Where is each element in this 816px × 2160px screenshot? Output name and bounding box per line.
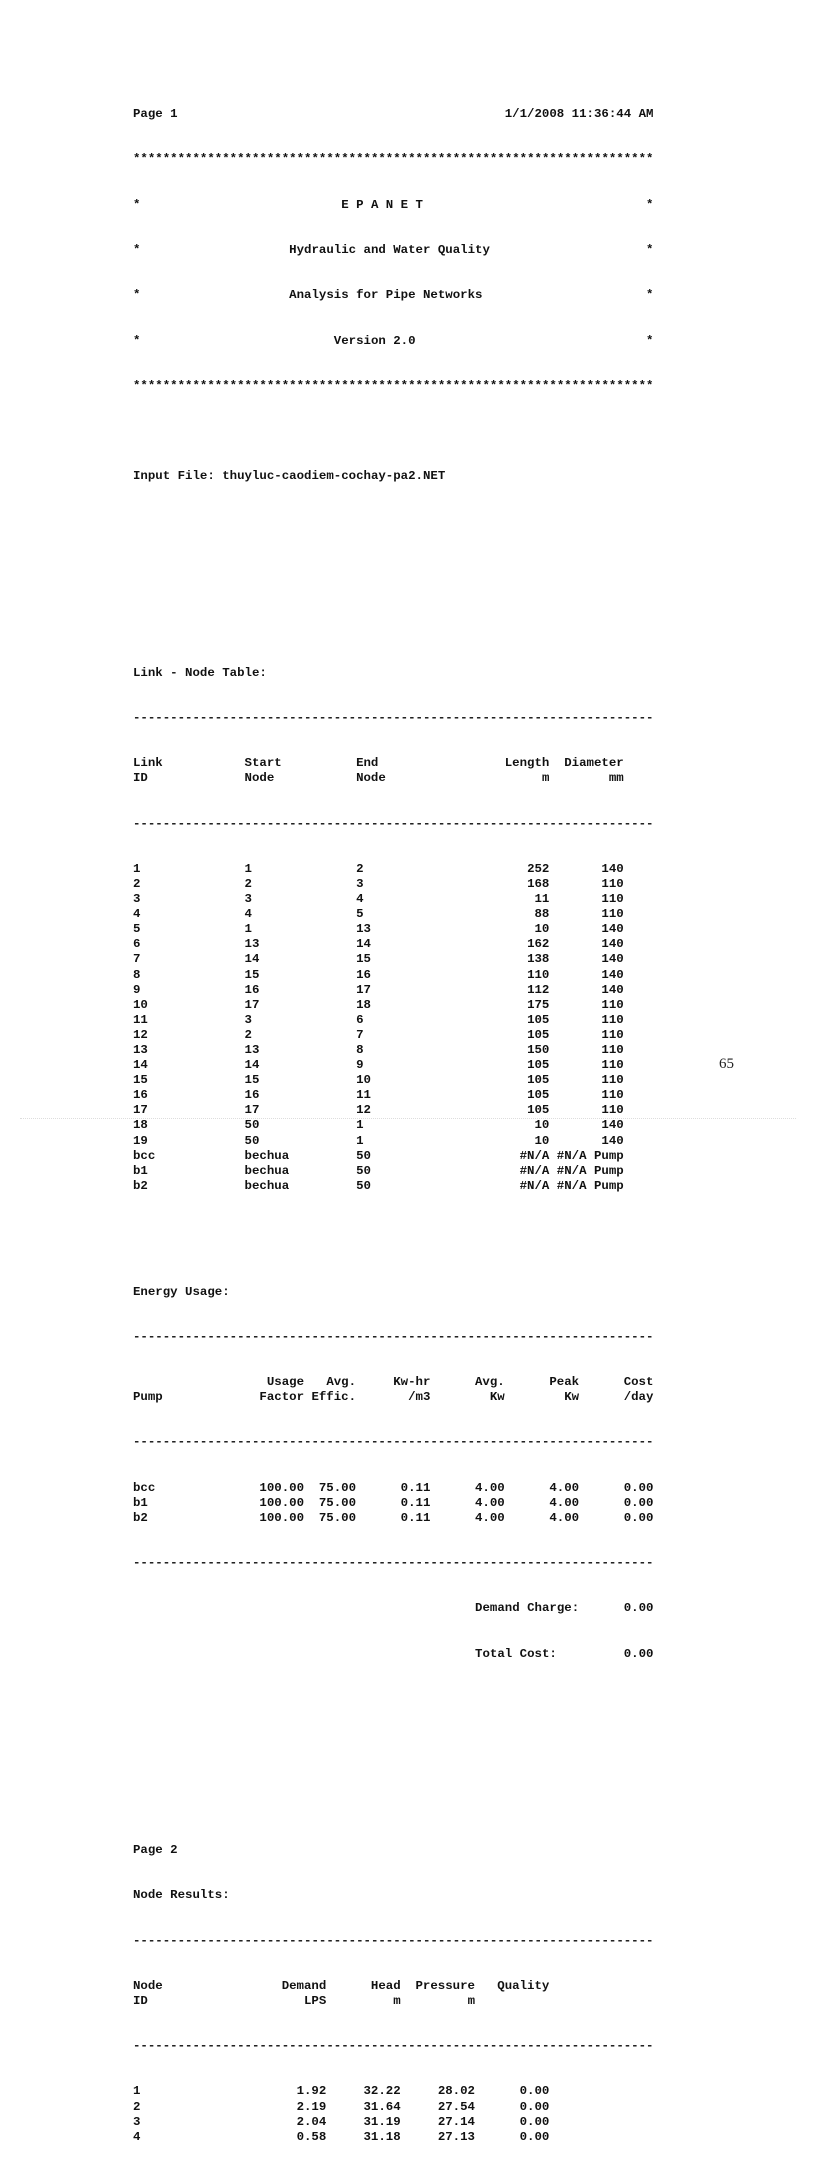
node-table-row-cell: 31.18 (363, 2129, 401, 2144)
energy-table-header-cell: /m3 (408, 1390, 431, 1405)
link-table-row-cell: 105 (527, 1058, 550, 1073)
link-table-row-cell: 16 (244, 982, 260, 997)
node-table-row-cell: 31.64 (363, 2099, 401, 2114)
link-table-row-cell: 140 (601, 982, 624, 997)
node-table-row-cell: 0.00 (519, 2084, 550, 2099)
link-table-row-cell: 110 (601, 1058, 624, 1073)
link-table-row-cell: #N/A (519, 1178, 550, 1193)
link-table-row-cell: 110 (601, 1043, 624, 1057)
total-cost-row (133, 1647, 654, 1662)
link-table-row (133, 1043, 654, 1058)
link-table-row-cell: 17 (244, 1103, 260, 1118)
link-table-row-cell: 110 (601, 907, 624, 922)
link-table-row-cell: 9 (133, 982, 141, 997)
energy-table-header-cell: Pump (133, 1390, 163, 1405)
link-table-row-cell: 13 (244, 937, 260, 952)
banner-subtitle-1: * Hydraulic and Water Quality * (133, 243, 654, 258)
link-table-row-cell: 50 (356, 1148, 371, 1163)
link-table-row-cell: 15 (133, 1073, 148, 1088)
link-table-row-cell: b2 (133, 1178, 148, 1193)
link-table-row-cell: 15 (244, 967, 260, 982)
link-table-header-cell: Length (504, 756, 550, 771)
link-table-row (133, 892, 654, 907)
link-table-row-cell: 50 (244, 1118, 260, 1133)
link-table-row-cell: 11 (133, 1012, 148, 1027)
demand-charge-label: Demand Charge: (475, 1601, 580, 1616)
link-table-row-cell: 50 (244, 1133, 260, 1148)
link-table-row-cell: 18 (133, 1118, 148, 1133)
link-table-row-cell: bechua (244, 1163, 290, 1178)
energy-table-header (133, 1375, 654, 1390)
page-2-label: Page 2 (133, 1842, 178, 1857)
link-table-row (133, 937, 654, 952)
link-table-row-cell: 50 (356, 1178, 371, 1193)
link-table-row-cell: 5 (133, 922, 141, 937)
link-table-row-cell: 13 (133, 1043, 148, 1057)
link-table-row-cell: 6 (356, 1012, 364, 1027)
link-table-row-cell: 110 (527, 967, 550, 982)
link-table-row-cell: 16 (244, 1088, 260, 1103)
link-table-row-cell: 2 (244, 876, 252, 891)
report-datetime: 1/1/2008 11:36:44 AM (504, 107, 654, 122)
node-table-header-cell: Head (370, 1978, 401, 1993)
link-table-row-cell: 10 (534, 1133, 550, 1148)
link-table-row-cell: 10 (534, 1118, 550, 1133)
rule: ---------------------------------------------------------------------- (133, 1329, 654, 1344)
link-table-row-cell: 150 (527, 1043, 550, 1057)
link-table-row (133, 1179, 654, 1194)
link-table-row-cell: 14 (244, 1058, 260, 1073)
link-node-table (133, 862, 654, 1194)
node-table-row-cell: 1 (133, 2084, 141, 2099)
input-file: Input File: thuyluc-caodiem-cochay-pa2.NET (133, 469, 446, 484)
link-table-row-cell: #N/A (519, 1163, 550, 1178)
energy-usage-title: Energy Usage: (133, 1284, 230, 1299)
node-table-header-cell: Demand (281, 1978, 327, 1993)
link-table-row-cell: 15 (356, 952, 371, 967)
demand-charge-row (133, 1601, 654, 1616)
energy-table-row-cell: 75.00 (318, 1480, 357, 1495)
link-table-row (133, 1164, 654, 1179)
link-table-row-cell: 140 (601, 952, 624, 967)
node-table-row-cell: 2.04 (296, 2114, 327, 2129)
total-cost-value: 0.00 (623, 1646, 654, 1661)
energy-table-row-cell: 100.00 (259, 1495, 305, 1510)
energy-table-header-cell: Peak (549, 1375, 580, 1390)
node-table-row-cell: 2 (133, 2099, 141, 2114)
link-table-row-cell: 140 (601, 1118, 624, 1133)
link-table-row (133, 862, 654, 877)
link-table-row-cell: 7 (356, 1027, 364, 1042)
link-table-row-cell: 11 (356, 1088, 371, 1103)
link-table-row-cell: 17 (133, 1103, 148, 1118)
link-node-table-title: Link - Node Table: (133, 665, 267, 680)
link-table-row (133, 1118, 654, 1133)
link-table-row-cell: 10 (133, 997, 148, 1012)
energy-table-row-cell: 75.00 (318, 1510, 357, 1525)
rule: ---------------------------------------------------------------------- (133, 816, 654, 831)
rule: ---------------------------------------------------------------------- (133, 1556, 654, 1571)
energy-table-header-cell: Kw (489, 1390, 505, 1405)
node-table-row (133, 2100, 654, 2115)
energy-table-row-cell: 4.00 (475, 1495, 505, 1510)
link-table-header (133, 771, 654, 786)
link-table-row-cell: 110 (601, 1103, 624, 1118)
energy-table-row-cell: 0.11 (400, 1495, 431, 1510)
link-table-row-cell: 3 (244, 892, 252, 907)
link-table-row-cell: #N/A Pump (556, 1163, 624, 1178)
node-table-row-cell: 32.22 (363, 2084, 401, 2099)
link-table-header-cell: End (356, 756, 379, 771)
link-table-header-cell: Node (356, 771, 386, 786)
energy-table-row-cell: 0.11 (400, 1480, 431, 1495)
link-table-row-cell: 105 (527, 1027, 550, 1042)
link-table-row-cell: 175 (527, 997, 550, 1012)
link-table-row-cell: 14 (133, 1058, 148, 1073)
link-table-row-cell: 7 (133, 952, 141, 967)
link-table-row-cell: 4 (244, 907, 252, 922)
link-table-row-cell: 6 (133, 937, 141, 952)
link-table-header-cell: ID (133, 771, 148, 786)
link-table-row-cell: 110 (601, 1027, 624, 1042)
node-table-row (133, 2130, 654, 2145)
rule: ---------------------------------------------------------------------- (133, 710, 654, 725)
energy-table-row-cell: 100.00 (259, 1510, 305, 1525)
link-table-row-cell: 50 (356, 1163, 371, 1178)
link-table-row-cell: 3 (244, 1012, 252, 1027)
node-table-header-cell: Quality (497, 1978, 550, 1993)
link-table-row-cell: 9 (356, 1058, 364, 1073)
node-table-row-cell: 0.00 (519, 2129, 550, 2144)
link-table-row-cell: 140 (601, 861, 624, 876)
link-table-row-cell: 140 (601, 937, 624, 952)
banner-title: * E P A N E T * (133, 197, 654, 212)
link-table-row-cell: 105 (527, 1088, 550, 1103)
link-table-row (133, 1073, 654, 1088)
link-table-row (133, 1134, 654, 1149)
energy-table-header-cell: Kw (564, 1390, 580, 1405)
banner-bottom: ********************************************************************** (133, 378, 654, 393)
node-table-header-cell: m (467, 1993, 475, 2008)
demand-charge-value: 0.00 (623, 1601, 654, 1616)
energy-table-header (133, 1390, 654, 1405)
link-table-header-cell: Node (244, 771, 275, 786)
energy-table-header-cell: Avg. (475, 1375, 505, 1390)
link-table-header-cell: Diameter (564, 756, 624, 771)
energy-table-header-cell: Factor (259, 1390, 305, 1405)
link-table-row (133, 968, 654, 983)
link-table-row-cell: 14 (356, 937, 371, 952)
link-table-row-cell: 10 (356, 1073, 371, 1088)
link-table-row (133, 1103, 654, 1118)
link-table-row-cell: 162 (527, 937, 550, 952)
energy-usage-table (133, 1481, 654, 1526)
banner-version: * Version 2.0 * (133, 333, 654, 348)
link-table-row-cell: 110 (601, 892, 624, 907)
link-table-row-cell: 3 (356, 876, 364, 891)
node-table-header-cell: Pressure (415, 1978, 475, 1993)
link-table-row-cell: 110 (601, 1088, 624, 1103)
rule: ---------------------------------------------------------------------- (133, 1435, 654, 1450)
link-table-row-cell: 110 (601, 1073, 624, 1088)
node-table-header-cell: m (393, 1993, 401, 2008)
link-table-row-cell: 13 (356, 922, 371, 937)
energy-table-row-cell: 4.00 (475, 1480, 505, 1495)
link-table-row-cell: 4 (133, 907, 141, 922)
node-table-header (133, 1979, 654, 1994)
node-results-title: Node Results: (133, 1888, 230, 1903)
link-table-row (133, 998, 654, 1013)
link-table-row-cell: 252 (527, 861, 550, 876)
link-table-row-cell: 19 (133, 1133, 148, 1148)
node-table-row-cell: 27.14 (437, 2114, 475, 2129)
node-table-row (133, 2115, 654, 2130)
node-table-header-cell: ID (133, 1993, 148, 2008)
link-table-row-cell: 8 (356, 1043, 364, 1057)
link-table-header (133, 756, 654, 771)
link-table-row (133, 907, 654, 922)
link-table-row-cell: 105 (527, 1103, 550, 1118)
link-table-row-cell: 13 (244, 1043, 260, 1057)
link-table-row (133, 1058, 654, 1073)
link-table-row-cell: 1 (356, 1133, 364, 1148)
link-table-row-cell: 2 (244, 1027, 252, 1042)
node-table-row-cell: 27.54 (437, 2099, 475, 2114)
link-table-row-cell: bechua (244, 1148, 290, 1163)
link-table-row-cell: 140 (601, 967, 624, 982)
link-table-row (133, 952, 654, 967)
link-table-row-cell: bcc (133, 1148, 156, 1163)
link-table-row-cell: 1 (244, 861, 252, 876)
link-table-row-cell: 110 (601, 876, 624, 891)
link-table-row-cell: #N/A (519, 1148, 550, 1163)
energy-table-header-cell: Usage (266, 1375, 305, 1390)
page-label: Page 1 (133, 107, 178, 122)
energy-table-row-cell: 0.11 (400, 1510, 431, 1525)
link-table-row-cell: 12 (133, 1027, 148, 1042)
energy-table-header-cell: Avg. (326, 1375, 357, 1390)
node-table-row-cell: 0.58 (296, 2129, 327, 2144)
link-table-header-cell: Start (244, 756, 282, 771)
total-cost-label: Total Cost: (475, 1646, 557, 1661)
node-table-row-cell: 3 (133, 2114, 141, 2129)
link-table-row-cell: b1 (133, 1163, 148, 1178)
link-table-row-cell: 17 (356, 982, 371, 997)
energy-table-row-cell: 4.00 (549, 1495, 580, 1510)
link-table-row-cell: 112 (527, 982, 550, 997)
link-table-row-cell: 8 (133, 967, 141, 982)
link-table-row-cell: 16 (133, 1088, 148, 1103)
report-header-line (133, 107, 654, 122)
link-table-row-cell: 105 (527, 1073, 550, 1088)
link-table-row-cell: 168 (527, 876, 550, 891)
node-table-header-cell: LPS (304, 1993, 327, 2008)
link-table-row-cell: 2 (356, 861, 364, 876)
energy-table-row-cell: 100.00 (259, 1480, 305, 1495)
energy-table-row (133, 1496, 654, 1511)
node-table-header (133, 1994, 654, 2009)
link-table-row-cell: 11 (534, 892, 550, 907)
energy-table-row-cell: 0.00 (623, 1495, 654, 1510)
link-table-row (133, 1028, 654, 1043)
node-table-row-cell: 31.19 (363, 2114, 401, 2129)
node-table-row-cell: 4 (133, 2129, 141, 2144)
energy-table-header-cell: Cost (623, 1375, 654, 1390)
node-results-table (133, 2084, 654, 2144)
link-table-row (133, 983, 654, 998)
energy-table-row (133, 1511, 654, 1526)
node-table-row (133, 2084, 654, 2099)
link-table-row-cell: 10 (534, 922, 550, 937)
link-table-row (133, 1013, 654, 1028)
link-table-row (133, 877, 654, 892)
banner-top: ********************************************************************** (133, 152, 654, 167)
node-table-row-cell: 2.19 (296, 2099, 327, 2114)
link-table-row-cell: 18 (356, 997, 371, 1012)
link-table-header-cell: mm (608, 771, 624, 786)
link-table-row-cell: 110 (601, 1012, 624, 1027)
link-table-row-cell: 138 (527, 952, 550, 967)
node-table-row-cell: 0.00 (519, 2114, 550, 2129)
node-table-row-cell: 27.13 (437, 2129, 475, 2144)
energy-table-row-cell: 75.00 (318, 1495, 357, 1510)
link-table-row-cell: 88 (534, 907, 550, 922)
node-table-header-cell: Node (133, 1978, 163, 1993)
link-table-row-cell: 140 (601, 1133, 624, 1148)
node-table-row-cell: 1.92 (296, 2084, 327, 2099)
energy-table-row-cell: b2 (133, 1510, 148, 1525)
link-table-row-cell: #N/A Pump (556, 1148, 624, 1163)
link-table-header-cell: m (541, 771, 550, 786)
energy-table-row (133, 1481, 654, 1496)
link-table-row (133, 1149, 654, 1164)
energy-table-row-cell: 0.00 (623, 1480, 654, 1495)
energy-table-row-cell: 4.00 (475, 1510, 505, 1525)
energy-table-row-cell: 4.00 (549, 1480, 580, 1495)
link-table-row-cell: 110 (601, 997, 624, 1012)
link-table-row-cell: #N/A Pump (556, 1178, 624, 1193)
link-table-row-cell: 14 (244, 952, 260, 967)
rule: ---------------------------------------------------------------------- (133, 2039, 654, 2054)
energy-table-header-cell: Kw-hr (393, 1375, 431, 1390)
link-table-row-cell: 105 (527, 1012, 550, 1027)
link-table-row-cell: 1 (356, 1118, 364, 1133)
energy-table-header-cell: Effic. (311, 1390, 357, 1405)
link-table-row-cell: 12 (356, 1103, 371, 1118)
link-table-row-cell: 140 (601, 922, 624, 937)
link-table-row (133, 1088, 654, 1103)
link-table-row-cell: 2 (133, 876, 141, 891)
node-table-row-cell: 28.02 (437, 2084, 475, 2099)
link-table-row-cell: 3 (133, 892, 141, 907)
page-edge-divider (20, 1118, 796, 1119)
link-table-row-cell: 17 (244, 997, 260, 1012)
node-table-row-cell: 0.00 (519, 2099, 550, 2114)
energy-table-row-cell: b1 (133, 1495, 148, 1510)
page-number: 65 (719, 1056, 734, 1072)
link-table-header-cell: Link (133, 756, 163, 771)
link-table-row-cell: 1 (244, 922, 252, 937)
energy-table-row-cell: 0.00 (623, 1510, 654, 1525)
energy-table-row-cell: 4.00 (549, 1510, 580, 1525)
link-table-row-cell: 5 (356, 907, 364, 922)
link-table-row (133, 922, 654, 937)
link-table-row-cell: bechua (244, 1178, 290, 1193)
energy-table-row-cell: bcc (133, 1480, 156, 1495)
link-table-row-cell: 16 (356, 967, 371, 982)
link-table-row-cell: 15 (244, 1073, 260, 1088)
energy-table-header-cell: /day (623, 1390, 654, 1405)
link-table-row-cell: 4 (356, 892, 364, 907)
rule: ---------------------------------------------------------------------- (133, 1933, 654, 1948)
banner-subtitle-2: * Analysis for Pipe Networks * (133, 288, 654, 303)
link-table-row-cell: 1 (133, 861, 141, 876)
